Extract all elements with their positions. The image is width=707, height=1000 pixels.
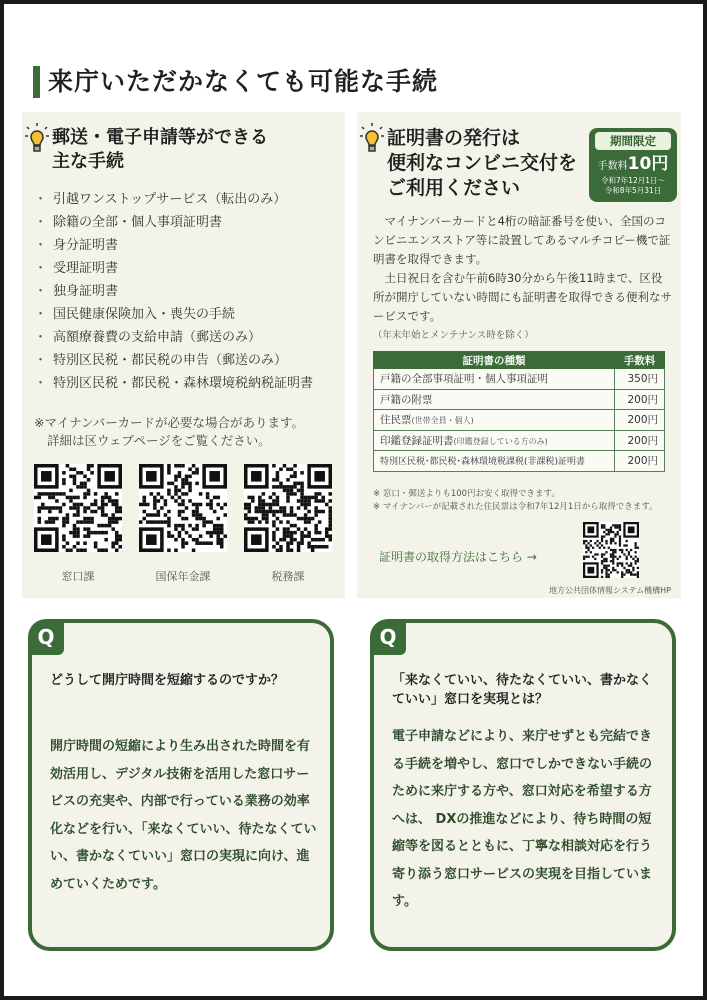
- credit-text: 地方公共団体情報システム機構HP: [548, 586, 671, 595]
- page-title: 来庁いただかなくても可能な手続: [48, 67, 439, 96]
- qr-code-kokuho[interactable]: [139, 464, 227, 552]
- table-row: 特別区民税･都民税･森林環境税課税(非課税)証明書 200円: [374, 451, 665, 472]
- fee-notes: ※ 窓口・郵送よりも100円お安く取得できます。 ※ マイナンバーが記載された住民票は令和7年12月1日から取得できます。: [373, 489, 658, 512]
- list-item: ・ 独身証明書: [34, 284, 119, 299]
- qr-code-madoguchi[interactable]: [34, 464, 122, 552]
- table-row: 戸籍の全部事項証明・個人事項証明 350円: [374, 369, 665, 390]
- list-item: ・ 身分証明書: [34, 238, 119, 253]
- answer-text: 電子申請などにより、来庁せずとも完結できる手続を増やし、窓口でしかできない手続のために来庁する方や、窓口対応を希望する方へは、 DXの推進などにより、待ち時間の短縮等を図るとともに、丁寧な相談対応を行う寄り添う窓口サービスの実現を目指しています。: [392, 729, 653, 909]
- table-row: 住民票(世帯全員・個人) 200円: [374, 410, 665, 431]
- lightbulb-icon: [359, 122, 385, 156]
- lightbulb-icon: [24, 122, 50, 156]
- qr-code-jlis[interactable]: [583, 522, 639, 578]
- limited-time-badge: 期間限定 手数料10円 令和7年12月1日～ 令和8年5月31日: [589, 128, 677, 202]
- column-header-fee: 手数料: [615, 352, 665, 369]
- q-badge: Q: [28, 619, 64, 655]
- table-header-row: [374, 352, 665, 369]
- q-badge: Q: [370, 619, 406, 655]
- table-row: 戸籍の附票 200円: [374, 389, 665, 410]
- convenience-store-description: マイナンバーカードと4桁の暗証番号を使い、全国のコンビニエンスストア等に設置してあるマルチコピー機で証明書を取得できます。 土日祝日を含む午前6時30分から午後11時まで、区役所が開庁していない時間にも証明書を取得できる便利なサービスです。 （年末年始とメンテナンス時を除く）: [373, 214, 672, 341]
- my-number-note: ※マイナンバーカードが必要な場合があります。 詳細は区ウェブページをご覧ください。: [34, 415, 304, 448]
- qa-card-counter-vision: [370, 619, 676, 951]
- list-item: ・ 特別区民税・都民税・森林環境税納税証明書: [34, 376, 314, 391]
- question-text: 「来なくていい、待たなくていい、書かなくていい」窓口を実現とは？: [392, 673, 653, 707]
- qa-card-short-hours: [28, 619, 334, 951]
- list-item: ・ 特別区民税・都民税の申告（郵送のみ）: [34, 353, 288, 368]
- qr-code-zeimu[interactable]: [244, 464, 332, 552]
- title-accent-bar: [33, 66, 40, 98]
- convenience-store-panel: [357, 112, 681, 598]
- list-item: ・ 引越ワンストップサービス（転出のみ）: [34, 192, 287, 207]
- fee-table: [373, 351, 665, 472]
- answer-text: 開庁時間の短縮により生み出された時間を有効活用し、デジタル技術を活用した窓口サービスの充実や、内部で行っている業務の効率化などを行い、「来なくていい、待たなくていい、書かなくていい」窓口の実現に向け、進めていくためです。: [50, 739, 317, 892]
- qr-label-madoguchi: 窓口課: [61, 570, 95, 583]
- list-item: ・ 高額療養費の支給申請（郵送のみ）: [34, 330, 262, 345]
- question-text: どうして開庁時間を短縮するのですか？: [50, 673, 285, 688]
- qr-label-kokuho: 国保年金課: [155, 570, 211, 583]
- list-item: ・ 国民健康保険加入・喪失の手続: [34, 307, 236, 322]
- list-item: ・ 除籍の全部・個人事項証明書: [34, 215, 223, 230]
- convenience-store-heading: 証明書の発行は 便利なコンビニ交付を ご利用ください: [387, 127, 578, 199]
- table-row: 印鑑登録証明書(印鑑登録している方のみ) 200円: [374, 430, 665, 451]
- online-procedures-heading: 郵送・電子申請等ができる 主な手続: [52, 127, 268, 172]
- list-item: ・ 受理証明書: [34, 261, 119, 276]
- how-to-obtain-link[interactable]: 証明書の取得方法はこちら →: [379, 550, 537, 564]
- procedure-list: [34, 188, 313, 395]
- online-procedures-panel: [22, 112, 345, 598]
- qr-label-zeimu: 税務課: [271, 570, 305, 583]
- column-header-type: 証明書の種類: [374, 352, 615, 369]
